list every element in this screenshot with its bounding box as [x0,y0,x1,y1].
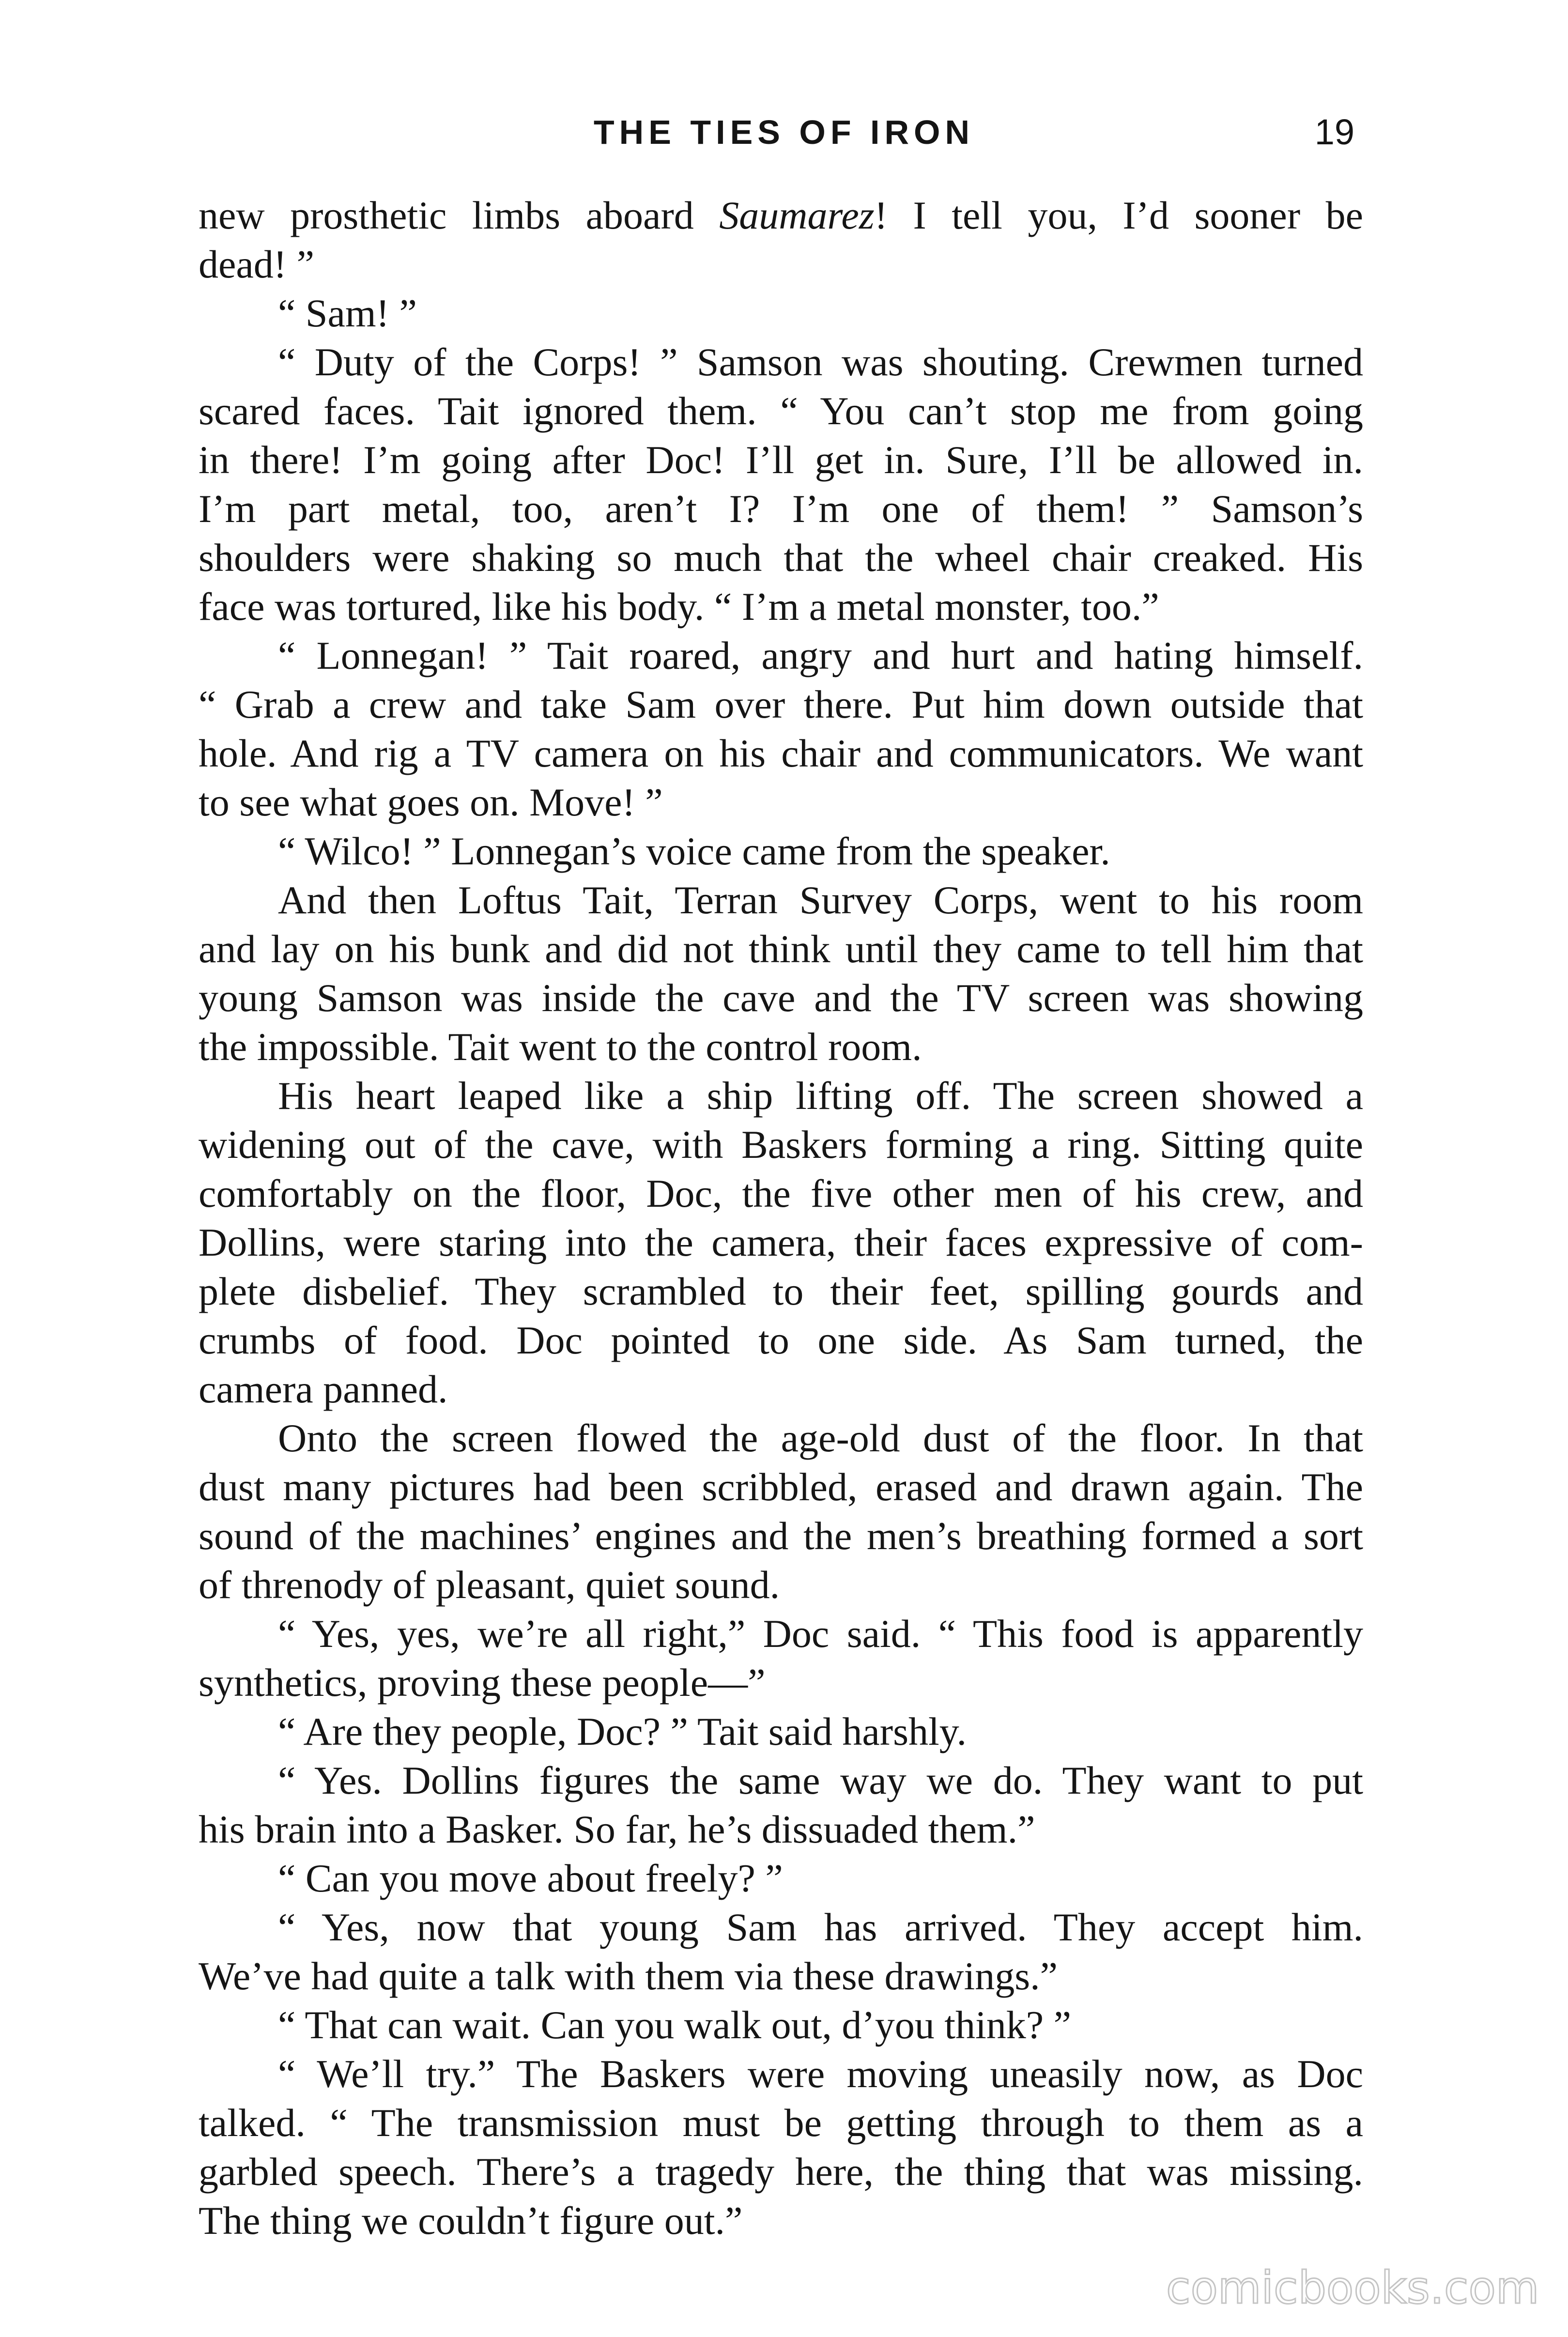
text-line: “ Yes, yes, we’re all right,” Doc said. “ This food is apparently [278,1612,1363,1656]
text-line: dust many pictures had been scribbled, erased and drawn again. The [199,1465,1363,1509]
paragraph [199,631,1363,827]
paragraph [199,289,1363,338]
paragraph [199,1903,1363,2000]
text-line: synthetics, proving these people—” [199,1660,766,1705]
text-line: We’ve had quite a talk with them via these drawings.” [199,1954,1058,1998]
text-line: “ Duty of the Corps! ” Samson was shouting. Crewmen turned [278,340,1363,384]
text-line [199,191,1363,240]
paragraph [199,2049,1363,2245]
text-line: talked. “ The transmission must be getting through to them as a [199,2101,1363,2145]
paragraph [199,2000,1363,2049]
text-line: “ Can you move about freely? ” [278,1856,783,1900]
text-line: of threnody of pleasant, quiet sound. [199,1563,780,1607]
text-line: camera panned. [199,1367,448,1411]
text-line: hole. And rig a TV camera on his chair and communicators. We want [199,731,1363,775]
text-line: face was tortured, like his body. “ I’m a metal monster, too.” [199,584,1159,629]
paragraph [199,876,1363,1071]
text-line: The thing we couldn’t figure out.” [199,2199,743,2243]
text-line: crumbs of food. Doc pointed to one side. As Sam turned, the [199,1318,1363,1362]
text-segment: ! I tell you, I’d sooner be [874,193,1364,237]
text-line: “ Yes, now that young Sam has arrived. They accept him. [278,1905,1363,1949]
text-line: “ We’ll try.” The Baskers were moving uneasily now, as Doc [278,2052,1363,2096]
text-line: widening out of the cave, with Baskers forming a ring. Sitting quite [199,1122,1363,1167]
paragraph [199,1756,1363,1854]
paragraph [199,1071,1363,1414]
text-line: his brain into a Basker. So far, he’s dissuaded them.” [199,1807,1035,1851]
text-line: Dollins, were staring into the camera, their faces expressive of com- [199,1220,1363,1264]
text-line: “ Lonnegan! ” Tait roared, angry and hurt and hating himself. [278,633,1363,677]
running-head: THE TIES OF IRON [593,113,975,151]
paragraph [199,1609,1363,1707]
text-line: comfortably on the floor, Doc, the five other men of his crew, and [199,1171,1363,1215]
paragraph [199,1854,1363,1903]
ship-name-italic: Saumarez [719,193,875,237]
text-line: in there! I’m going after Doc! I’ll get in. Sure, I’ll be allowed in. [199,438,1363,482]
text-line: scared faces. Tait ignored them. “ You can’t stop me from going [199,389,1363,433]
text-line: “ Are they people, Doc? ” Tait said harshly. [278,1709,967,1753]
text-line: plete disbelief. They scrambled to their feet, spilling gourds and [199,1269,1363,1313]
paragraph [199,338,1363,631]
paragraph [199,827,1363,876]
paragraph [199,191,1363,289]
text-line: to see what goes on. Move! ” [199,780,663,824]
text-line: “ Grab a crew and take Sam over there. Put him down outside that [199,682,1363,726]
text-line: the impossible. Tait went to the control room. [199,1025,922,1069]
text-line: dead! ” [199,242,314,286]
paragraph [199,1707,1363,1756]
text-line: “ Sam! ” [278,291,417,335]
body-text [199,191,1363,2245]
text-line: And then Loftus Tait, Terran Survey Corps, went to his room [278,878,1363,922]
paragraph [199,1414,1363,1609]
text-line: Onto the screen flowed the age-old dust of the floor. In that [278,1416,1363,1460]
text-line: His heart leaped like a ship lifting off. The screen showed a [278,1074,1363,1118]
text-line: sound of the machines’ engines and the men’s breathing formed a sort [199,1514,1363,1558]
text-line: I’m part metal, too, aren’t I? I’m one of them! ” Samson’s [199,487,1363,531]
text-line: shoulders were shaking so much that the wheel chair creaked. His [199,536,1363,580]
text-line: “ Wilco! ” Lonnegan’s voice came from the speaker. [278,829,1110,873]
page-number: 19 [1314,112,1354,152]
text-line: and lay on his bunk and did not think until they came to tell him that [199,927,1363,971]
text-line: “ That can wait. Can you walk out, d’you think? ” [278,2003,1072,2047]
text-segment: new prosthetic limbs aboard [199,193,694,237]
text-line: garbled speech. There’s a tragedy here, the thing that was missing. [199,2150,1363,2194]
text-line: “ Yes. Dollins figures the same way we do. They want to put [278,1758,1363,1802]
text-line: young Samson was inside the cave and the TV screen was showing [199,976,1363,1020]
watermark: comicbooks.com [1166,2262,1539,2314]
